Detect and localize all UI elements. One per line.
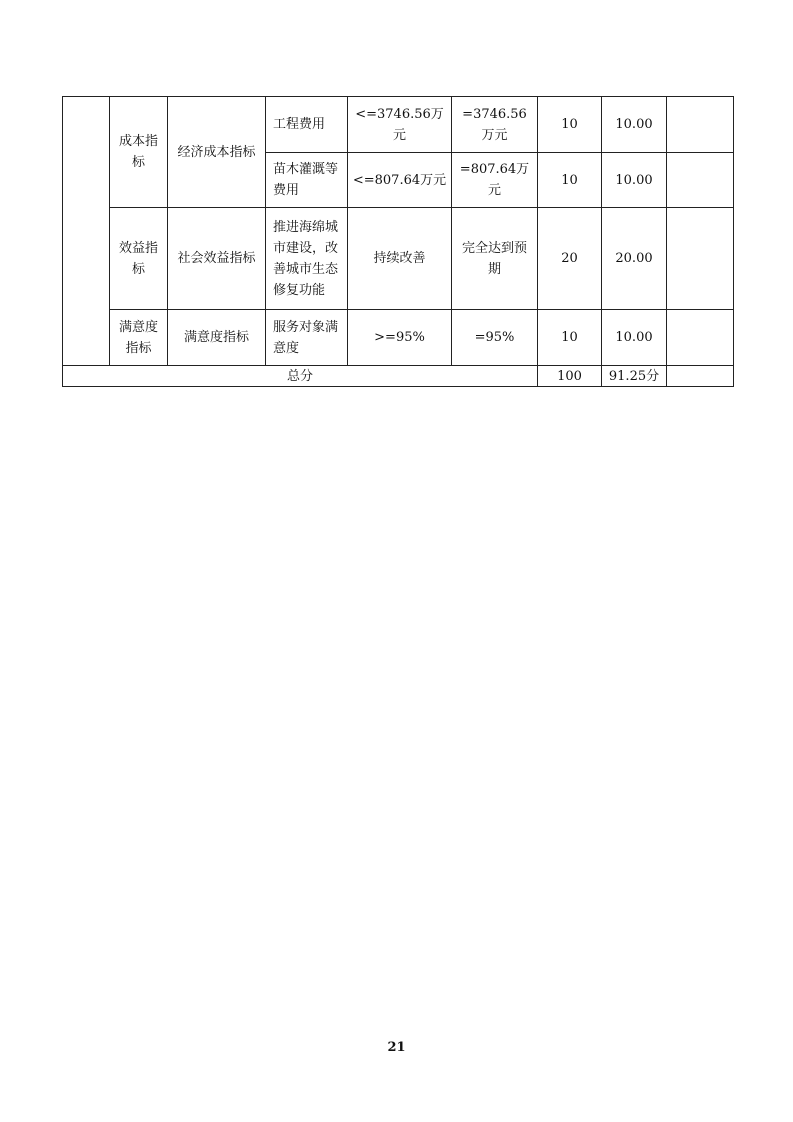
level3-cell: 经济成本指标 <box>168 97 266 208</box>
table-row <box>63 208 734 310</box>
weight-cell: 10 <box>538 310 602 366</box>
remark-cell <box>667 310 734 366</box>
actual-cell: 完全达到预期 <box>452 208 538 310</box>
weight-cell: 10 <box>538 97 602 153</box>
table-row <box>63 97 734 153</box>
weight-cell: 10 <box>538 153 602 208</box>
page-number: 21 <box>387 1040 406 1055</box>
actual-cell: =807.64万元 <box>452 153 538 208</box>
indicator-cell: 工程费用 <box>266 97 348 153</box>
remark-cell <box>667 208 734 310</box>
indicator-cell: 推进海绵城市建设，改善城市生态修复功能 <box>266 208 348 310</box>
level2-cell: 成本指标 <box>110 97 168 208</box>
remark-cell <box>667 97 734 153</box>
level2-cell: 满意度指标 <box>110 310 168 366</box>
indicator-cell: 苗木灌溉等费用 <box>266 153 348 208</box>
level3-cell: 社会效益指标 <box>168 208 266 310</box>
actual-cell: =95% <box>452 310 538 366</box>
total-row <box>63 366 734 387</box>
level1-cell <box>63 97 110 366</box>
total-label: 总分 <box>63 366 538 387</box>
total-weight-cell: 100 <box>538 366 602 387</box>
score-cell: 20.00 <box>602 208 667 310</box>
target-cell: <=3746.56万元 <box>348 97 452 153</box>
remark-cell <box>667 153 734 208</box>
total-remark-cell <box>667 366 734 387</box>
total-score-cell: 91.25分 <box>602 366 667 387</box>
table-row <box>63 310 734 366</box>
indicator-cell: 服务对象满意度 <box>266 310 348 366</box>
target-cell: <=807.64万元 <box>348 153 452 208</box>
actual-cell: =3746.56万元 <box>452 97 538 153</box>
performance-table <box>62 96 734 387</box>
level3-cell: 满意度指标 <box>168 310 266 366</box>
target-cell: 持续改善 <box>348 208 452 310</box>
score-cell: 10.00 <box>602 310 667 366</box>
score-cell: 10.00 <box>602 153 667 208</box>
score-cell: 10.00 <box>602 97 667 153</box>
weight-cell: 20 <box>538 208 602 310</box>
level2-cell: 效益指标 <box>110 208 168 310</box>
target-cell: >=95% <box>348 310 452 366</box>
